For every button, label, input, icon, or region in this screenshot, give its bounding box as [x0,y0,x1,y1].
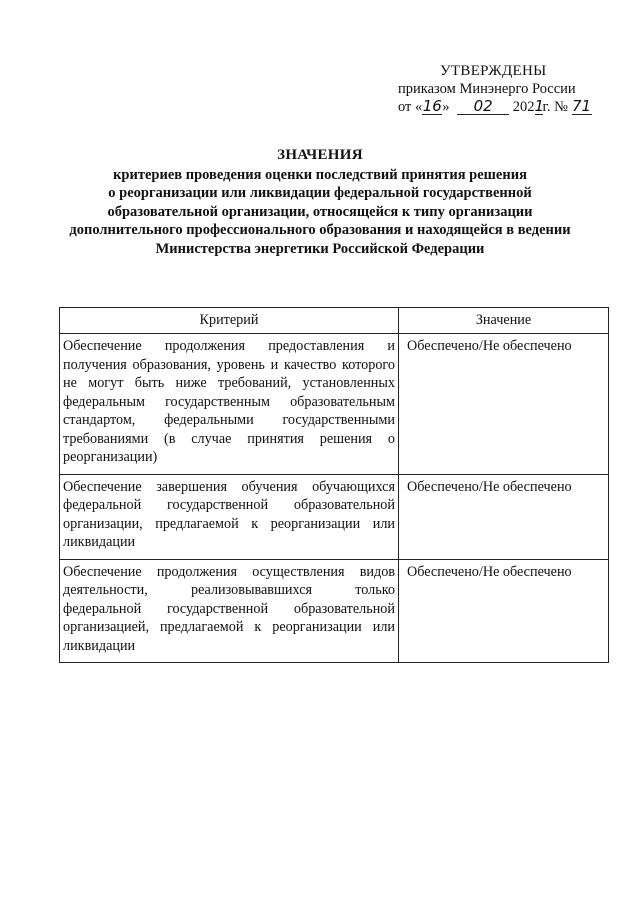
criterion-cell: Обеспечение продолжения осуществления видов деятельности, реализовывавшихся только федеральной государственной образовательной организацией, предлагаемой к реорганизации или ликвидации [60,559,399,663]
approval-date-line: от «16» 02 2021г. № 71 [398,97,592,115]
handwritten-order-number: 71 [572,97,592,115]
document-heading [40,146,600,258]
value-cell: Обеспечено/Не обеспечено [399,559,609,663]
criterion-cell: Обеспечение продолжения предоставления и получения образования, уровень и качество которого не могут быть ниже требований, установленных федеральным государственным образовательным стандартом, федеральными государственными требованиями (в случае принятия решения о реорганизации) [60,334,399,475]
date-prefix: от [398,99,412,115]
criterion-cell: Обеспечение завершения обучения обучающихся федеральной государственной образовательной организации, предлагаемой к реорганизации или ликвидации [60,474,399,559]
handwritten-month: 02 [457,99,509,115]
header-value: Значение [399,308,609,334]
approval-order-line: приказом Минэнерго России [398,81,576,97]
year-unit: г. № [542,99,568,115]
year-prefix: 202 [512,99,535,115]
table-row [60,334,609,475]
value-cell: Обеспечено/Не обеспечено [399,334,609,475]
approval-title: УТВЕРЖДЕНЫ [440,63,547,79]
table-header-row [60,308,609,334]
approval-block [398,62,598,116]
table-row [60,474,609,559]
heading-line: образовательной организации, относящейся к типу организации [107,203,533,220]
value-cell: Обеспечено/Не обеспечено [399,474,609,559]
handwritten-day: 16 [422,97,442,115]
heading-line: критериев проведения оценки последствий принятия решения [113,166,527,183]
heading-line: о реорганизации или ликвидации федеральной государственной [108,185,532,201]
table-row [60,559,609,663]
heading-title: ЗНАЧЕНИЯ [277,147,363,163]
heading-line: дополнительного профессионального образования и находящейся в ведении [69,222,571,238]
heading-line: Министерства энергетики Российской Федерации [155,240,485,257]
criteria-table [59,307,609,663]
handwritten-year-suffix: 1 [534,97,545,115]
header-criterion: Критерий [60,308,399,334]
